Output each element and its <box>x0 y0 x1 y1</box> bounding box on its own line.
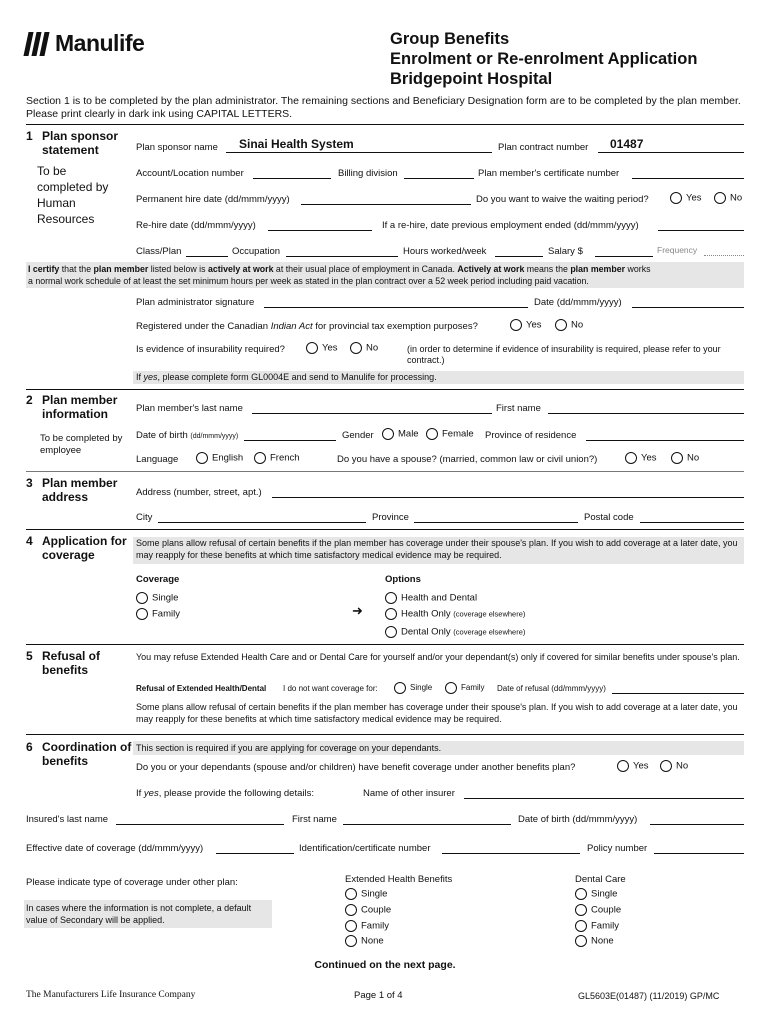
radio-icon[interactable] <box>625 452 637 464</box>
indian-act-no[interactable] <box>555 319 583 331</box>
s3-title: Plan member address <box>42 476 118 504</box>
eoi-question: Is evidence of insurability required? <box>136 344 285 355</box>
insured-first-name-field[interactable] <box>343 814 511 825</box>
dental-heading: Dental Care <box>575 874 626 885</box>
s1-heading <box>26 129 33 143</box>
radio-icon[interactable] <box>306 342 318 354</box>
radio-icon[interactable] <box>426 428 438 440</box>
other-coverage-question: Do you or your dependants (spouse and/or children) have benefit coverage under another benefits plan? <box>136 762 576 773</box>
member-last-name-label: Plan member's last name <box>136 403 243 414</box>
refusal-family[interactable] <box>445 682 485 694</box>
no-label: No <box>571 319 584 331</box>
insured-first-name-label: First name <box>292 814 337 825</box>
gender-male[interactable] <box>382 428 419 440</box>
title-line-3: Bridgepoint Hospital <box>390 70 553 88</box>
ehb-single[interactable] <box>345 888 387 900</box>
yes-label: Yes <box>526 319 542 331</box>
radio-icon[interactable] <box>136 608 148 620</box>
single-label: Single <box>591 888 618 900</box>
yes-label: Yes <box>686 192 702 204</box>
dental-family[interactable] <box>575 920 619 932</box>
if-yes-c: , please provide the following details: <box>158 788 314 799</box>
eoi-no[interactable] <box>350 342 378 354</box>
radio-icon[interactable] <box>575 920 587 932</box>
city-field[interactable] <box>158 512 366 523</box>
option-dental-only[interactable] <box>385 626 525 638</box>
certify-j: works <box>625 264 651 274</box>
if-yes-a: If <box>136 372 144 382</box>
occupation-field[interactable] <box>286 246 398 257</box>
effective-date-field[interactable] <box>216 843 294 854</box>
coverage-heading: Coverage <box>136 574 180 585</box>
radio-icon[interactable] <box>385 592 397 604</box>
coverage-single[interactable] <box>136 592 178 604</box>
s1-number: 1 <box>26 129 33 143</box>
section-divider <box>26 471 744 472</box>
option-3-label: Dental Only <box>401 626 451 638</box>
s5-note-1: You may refuse Extended Health Care and or Dental Care for yourself and/or your dependant(s) only if covered for similar benefits under spouse's plan. <box>136 652 740 662</box>
radio-icon[interactable] <box>385 608 397 620</box>
hire-date-field[interactable] <box>301 194 471 205</box>
no-label: No <box>366 342 379 354</box>
insured-dob-label: Date of birth (dd/mmm/yyyy) <box>518 814 638 825</box>
rehire-label: Re-hire date (dd/mmm/yyyy) <box>136 220 256 231</box>
policy-number-field[interactable] <box>654 843 744 854</box>
hours-label: Hours worked/week <box>403 246 487 257</box>
form-code: GL5603E(01487) (11/2019) GP/MC <box>578 991 720 1001</box>
s4-note: Some plans allow refusal of certain benefits if the plan member has coverage under their spouse's plan. If you wish to add coverage at a later date, you may reapply for these benefits at which time satisfactory medical evidence may be required. <box>133 537 744 564</box>
radio-icon[interactable] <box>555 319 567 331</box>
yes-label: Yes <box>322 342 338 354</box>
certify-a: I certify <box>28 264 60 274</box>
single-label: Single <box>361 888 388 900</box>
radio-icon[interactable] <box>510 319 522 331</box>
certify-g: Actively at work <box>457 264 525 274</box>
sponsor-name-label: Plan sponsor name <box>136 142 218 153</box>
indian-act-c: for provincial tax exemption purposes? <box>312 321 478 332</box>
none-label: None <box>361 935 384 947</box>
other-coverage-no[interactable] <box>660 760 688 772</box>
s5-title: Refusal of benefits <box>42 649 101 677</box>
province-field[interactable] <box>414 512 578 523</box>
english-label: English <box>212 452 244 464</box>
province-label: Province <box>372 512 409 523</box>
salary-field[interactable] <box>595 246 653 257</box>
female-label: Female <box>442 428 474 440</box>
salary-label: Salary $ <box>548 246 583 257</box>
occupation-label: Occupation <box>232 246 281 257</box>
radio-icon[interactable] <box>345 888 357 900</box>
section-divider <box>26 529 744 530</box>
address-label: Address (number, street, apt.) <box>136 487 262 498</box>
contract-number-label: Plan contract number <box>498 142 589 153</box>
section-divider <box>26 644 744 645</box>
s2-side-note: To be completed by employee <box>40 433 123 456</box>
certify-c: plan member <box>93 264 149 274</box>
family-label: Family <box>591 920 619 932</box>
refusal-single[interactable] <box>394 682 432 694</box>
refusal-label: Refusal of Extended Health/Dental <box>136 684 267 693</box>
radio-icon[interactable] <box>671 452 683 464</box>
billing-field[interactable] <box>404 168 474 179</box>
province-residence-label: Province of residence <box>485 430 577 441</box>
certify-b: that the <box>59 264 94 274</box>
indian-act-b: Indian Act <box>270 321 313 332</box>
spouse-no[interactable] <box>671 452 699 464</box>
couple-label: Couple <box>591 904 622 916</box>
id-cert-field[interactable] <box>442 843 580 854</box>
manulife-logo <box>26 30 144 57</box>
radio-icon[interactable] <box>254 452 266 464</box>
radio-icon[interactable] <box>575 935 587 947</box>
if-yes-b: yes <box>143 372 158 382</box>
member-first-name-field[interactable] <box>548 403 744 414</box>
radio-icon[interactable] <box>196 452 208 464</box>
male-label: Male <box>398 428 419 440</box>
class-label: Class/Plan <box>136 246 182 257</box>
certify-line-2: a normal work schedule of at least the set minimum hours per week as stated in the plan contract over a 52 week period including paid vacation. <box>28 276 589 286</box>
s4-title: Application for coverage <box>42 534 127 562</box>
continued-note: Continued on the next page. <box>314 959 456 971</box>
province-residence-field[interactable] <box>586 430 744 441</box>
hours-field[interactable] <box>495 246 543 257</box>
certify-d: listed below is <box>148 264 208 274</box>
certify-h: means the <box>524 264 571 274</box>
refusal-date-field[interactable] <box>612 683 744 694</box>
s4-number: 4 <box>26 534 33 548</box>
language-french[interactable] <box>254 452 300 464</box>
certificate-field[interactable] <box>632 168 744 179</box>
eoi-note: (in order to determine if evidence of insurability is required, please refer to your contract.) <box>407 344 721 365</box>
elsewhere-note: (coverage elsewhere) <box>453 627 526 637</box>
city-label: City <box>136 512 153 523</box>
none-label: None <box>591 935 614 947</box>
insured-last-name-label: Insured's last name <box>26 814 109 825</box>
ehb-family[interactable] <box>345 920 389 932</box>
radio-icon[interactable] <box>714 192 726 204</box>
dob-format: (dd/mmm/yyyy) <box>190 433 239 440</box>
elsewhere-note: (coverage elsewhere) <box>453 609 526 619</box>
form-title <box>390 29 697 89</box>
policy-number-label: Policy number <box>587 843 648 854</box>
billing-label: Billing division <box>338 168 398 179</box>
section-divider <box>26 124 744 125</box>
dob-field[interactable] <box>244 430 336 441</box>
coverage-type-label: Please indicate type of coverage under other plan: <box>26 877 238 888</box>
member-last-name-field[interactable] <box>252 403 492 414</box>
if-yes-a: If <box>136 788 144 799</box>
radio-icon[interactable] <box>670 192 682 204</box>
yes-label: Yes <box>641 452 657 464</box>
radio-icon[interactable] <box>350 342 362 354</box>
family-label: Family <box>152 608 180 620</box>
intro-text: Section 1 is to be completed by the plan administrator. The remaining sections and Beneficiary Designation form are to be completed by the plan member. Please print clearly in dark ink using CAPITAL LETTERS. <box>26 95 741 120</box>
coverage-family[interactable] <box>136 608 180 620</box>
postal-label: Postal code <box>584 512 634 523</box>
radio-icon[interactable] <box>394 682 406 694</box>
title-line-1: Group Benefits <box>390 30 510 48</box>
s6-title: Coordination of benefits <box>42 740 132 768</box>
gender-label: Gender <box>342 430 374 441</box>
waive-no[interactable] <box>714 192 742 204</box>
radio-icon[interactable] <box>575 904 587 916</box>
single-label: Single <box>410 683 433 693</box>
default-note: In cases where the information is not complete, a default value of Secondary will be applied. <box>24 900 272 928</box>
not-want-label: I do not want coverage for: <box>283 684 378 693</box>
admin-signature-field[interactable] <box>264 297 528 308</box>
dental-couple[interactable] <box>575 904 621 916</box>
radio-icon[interactable] <box>382 428 394 440</box>
admin-date-field[interactable] <box>632 297 744 308</box>
if-yes-details <box>136 788 314 799</box>
indian-act-question <box>136 321 478 332</box>
insured-dob-field[interactable] <box>650 814 744 825</box>
radio-icon[interactable] <box>575 888 587 900</box>
radio-icon[interactable] <box>385 626 397 638</box>
no-label: No <box>687 452 700 464</box>
radio-icon[interactable] <box>345 904 357 916</box>
admin-date-label: Date (dd/mmm/yyyy) <box>534 297 622 308</box>
option-2-label: Health Only <box>401 608 451 620</box>
dental-single[interactable] <box>575 888 617 900</box>
no-label: No <box>676 760 689 772</box>
member-first-name-label: First name <box>496 403 541 414</box>
spouse-yes[interactable] <box>625 452 657 464</box>
frequency-label: Frequency <box>657 245 698 255</box>
address-field[interactable] <box>272 487 744 498</box>
waive-yes[interactable] <box>670 192 702 204</box>
radio-icon[interactable] <box>617 760 629 772</box>
page-number: Page 1 of 4 <box>354 990 403 1001</box>
indian-act-yes[interactable] <box>510 319 542 331</box>
prev-employment-label: If a re-hire, date previous employment ended (dd/mmm/yyyy) <box>382 220 639 231</box>
language-label: Language <box>136 454 179 465</box>
indian-act-a: Registered under the Canadian <box>136 321 271 332</box>
eoi-yes[interactable] <box>306 342 338 354</box>
certify-box <box>26 262 744 288</box>
manulife-logo-mark <box>26 32 47 56</box>
option-health-dental[interactable] <box>385 592 477 604</box>
yes-label: Yes <box>633 760 649 772</box>
s5-note-2: Some plans allow refusal of certain benefits if the plan member has coverage under their spouse's plan. If you wish to add coverage at a later date, you may reapply for these benefits at which time satisfactory medical evidence may be required. <box>136 702 738 724</box>
arrow-right-icon: ➜ <box>352 603 363 618</box>
contract-number-value: 01487 <box>610 137 644 151</box>
account-label: Account/Location number <box>136 168 244 179</box>
spouse-question: Do you have a spouse? (married, common law or civil union?) <box>337 454 598 465</box>
certificate-label: Plan member's certificate number <box>478 168 620 179</box>
eoi-instruction <box>133 371 744 384</box>
option-health-only[interactable] <box>385 608 525 620</box>
language-english[interactable] <box>196 452 243 464</box>
company-name: The Manufacturers Life Insurance Company <box>26 990 196 1000</box>
sponsor-name-value: Sinai Health System <box>239 137 354 151</box>
brand-name: Manulife <box>55 30 145 56</box>
s3-number: 3 <box>26 476 33 490</box>
rehire-field[interactable] <box>268 220 372 231</box>
other-coverage-yes[interactable] <box>617 760 649 772</box>
certify-e: actively at work <box>207 264 274 274</box>
radio-icon[interactable] <box>345 920 357 932</box>
no-label: No <box>730 192 743 204</box>
effective-date-label: Effective date of coverage (dd/mmm/yyyy) <box>26 843 204 854</box>
family-label: Family <box>361 920 389 932</box>
gender-female[interactable] <box>426 428 474 440</box>
ehb-couple[interactable] <box>345 904 391 916</box>
french-label: French <box>270 452 300 464</box>
insured-last-name-field[interactable] <box>116 814 284 825</box>
radio-icon[interactable] <box>660 760 672 772</box>
dental-none[interactable] <box>575 935 614 947</box>
s2-title: Plan member information <box>42 393 118 421</box>
postal-field[interactable] <box>640 512 744 523</box>
s2-number: 2 <box>26 393 33 407</box>
dob-text: Date of birth <box>136 430 188 441</box>
family-label: Family <box>461 683 485 693</box>
couple-label: Couple <box>361 904 392 916</box>
prev-employment-field[interactable] <box>658 220 744 231</box>
certify-f: at their usual place of employment in Canada. <box>273 264 458 274</box>
waive-label: Do you want to waive the waiting period? <box>476 194 649 205</box>
ehb-heading: Extended Health Benefits <box>345 874 453 885</box>
single-label: Single <box>152 592 179 604</box>
option-1-label: Health and Dental <box>401 592 478 604</box>
id-cert-label: Identification/certificate number <box>299 843 431 854</box>
s5-number: 5 <box>26 649 33 663</box>
if-yes-b: yes <box>143 788 159 799</box>
account-field[interactable] <box>253 168 331 179</box>
s6-required-note: This section is required if you are applying for coverage on your dependants. <box>133 741 744 755</box>
class-field[interactable] <box>186 246 228 257</box>
ehb-none[interactable] <box>345 935 384 947</box>
section-divider <box>26 389 744 390</box>
refusal-date-label: Date of refusal (dd/mmm/yyyy) <box>497 684 606 693</box>
radio-icon[interactable] <box>345 935 357 947</box>
hire-date-label: Permanent hire date (dd/mmm/yyyy) <box>136 194 290 205</box>
title-line-2: Enrolment or Re-enrolment Application <box>390 50 698 68</box>
dob-label <box>136 430 238 441</box>
s6-number: 6 <box>26 740 33 754</box>
certify-line-1 <box>28 264 651 274</box>
s1-side-note: To be completed by Human Resources <box>37 164 109 226</box>
admin-signature-label: Plan administrator signature <box>136 297 255 308</box>
if-yes-c: , please complete form GL0004E and send to Manulife for processing. <box>157 372 437 382</box>
frequency-field[interactable] <box>704 255 744 256</box>
section-divider <box>26 734 744 735</box>
other-insurer-label: Name of other insurer <box>363 788 455 799</box>
other-insurer-field[interactable] <box>464 788 744 799</box>
options-heading: Options <box>385 574 421 585</box>
certify-i: plan member <box>570 264 626 274</box>
radio-icon[interactable] <box>136 592 148 604</box>
radio-icon[interactable] <box>445 682 457 694</box>
s1-title: Plan sponsor statement <box>42 129 119 157</box>
